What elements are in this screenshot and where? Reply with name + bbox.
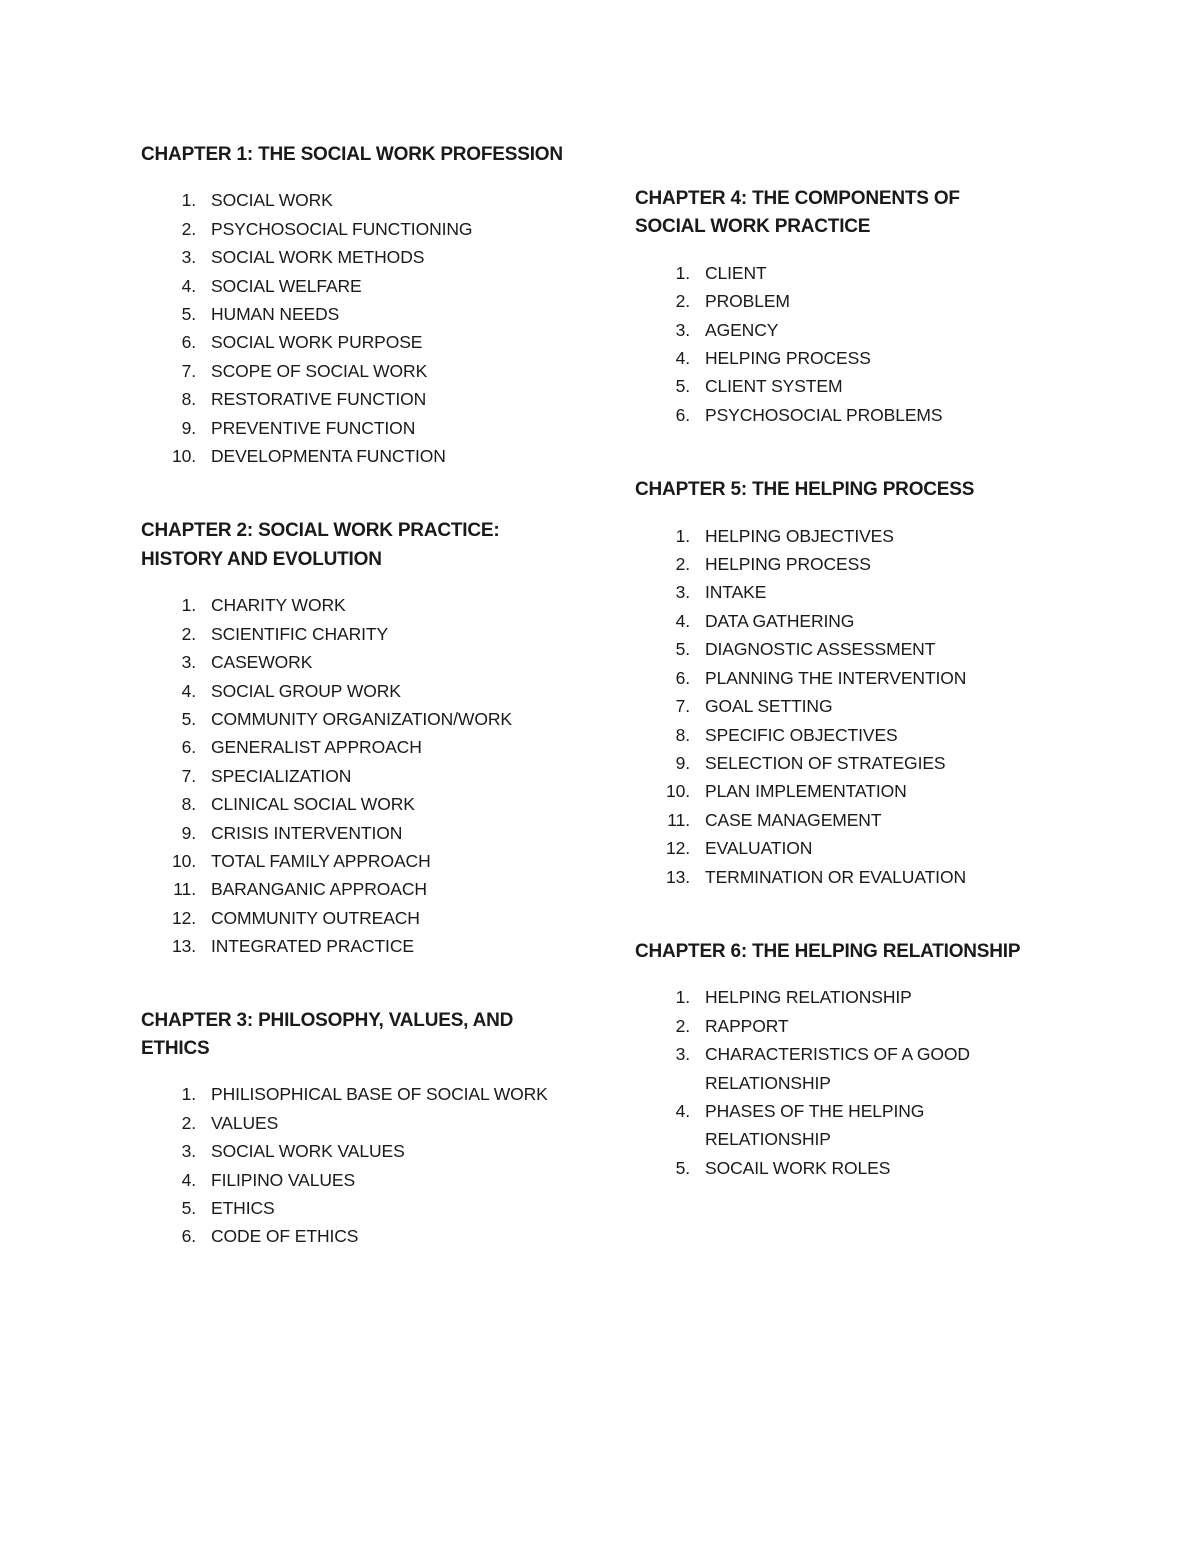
item-label: SOCIAL WORK PURPOSE bbox=[211, 332, 423, 353]
chapter-title: CHAPTER 6: THE HELPING RELATIONSHIP bbox=[635, 940, 1021, 962]
item-label: INTAKE bbox=[705, 582, 767, 603]
list-item bbox=[141, 243, 581, 271]
item-number: 3. bbox=[675, 582, 690, 603]
item-label: TOTAL FAMILY APPROACH bbox=[211, 850, 431, 871]
item-label: CODE OF ETHICS bbox=[211, 1226, 359, 1247]
item-number: 2. bbox=[181, 1112, 196, 1133]
item-number: 10. bbox=[171, 850, 196, 871]
list-item bbox=[635, 287, 1075, 315]
item-label: HELPING OBJECTIVES bbox=[705, 525, 894, 546]
item-label: BARANGANIC APPROACH bbox=[211, 879, 427, 900]
list-item bbox=[141, 875, 581, 903]
item-number: 11. bbox=[667, 809, 690, 830]
item-number: 1. bbox=[675, 987, 690, 1008]
list-item bbox=[141, 385, 581, 413]
chapter-title: CHAPTER 1: THE SOCIAL WORK PROFESSION bbox=[141, 144, 563, 165]
list-item bbox=[141, 1109, 581, 1137]
item-label: SCOPE OF SOCIAL WORK bbox=[211, 360, 428, 381]
item-label: CLINICAL SOCIAL WORK bbox=[211, 794, 415, 815]
left-column bbox=[141, 141, 581, 1251]
item-number: 6. bbox=[181, 737, 196, 758]
list-item bbox=[635, 522, 1075, 550]
item-label: PSYCHOSOCIAL PROBLEMS bbox=[705, 404, 943, 425]
item-label: INTEGRATED PRACTICE bbox=[211, 936, 414, 957]
item-number: 5. bbox=[181, 1198, 196, 1218]
item-label: PLAN IMPLEMENTATION bbox=[705, 781, 907, 802]
item-number: 3. bbox=[181, 652, 196, 673]
item-number: 1. bbox=[181, 190, 196, 211]
list-item bbox=[141, 1194, 581, 1222]
item-label: PSYCHOSOCIAL FUNCTIONING bbox=[211, 218, 473, 239]
item-number: 4. bbox=[181, 275, 196, 296]
item-label: SOCAIL WORK ROLES bbox=[705, 1157, 891, 1178]
item-number: 5. bbox=[675, 1157, 690, 1178]
item-label: SOCIAL GROUP WORK bbox=[211, 680, 401, 701]
item-label: CLIENT bbox=[705, 262, 767, 283]
item-number: 10. bbox=[171, 446, 196, 467]
item-number: 2. bbox=[181, 218, 196, 239]
item-label: DEVELOPMENTA FUNCTION bbox=[211, 446, 446, 467]
list-item bbox=[635, 983, 1015, 1011]
item-label: SOCIAL WORK VALUES bbox=[211, 1141, 405, 1162]
item-number: 2. bbox=[675, 291, 690, 312]
right-column bbox=[635, 185, 1075, 1182]
item-label: HELPING RELATIONSHIP bbox=[705, 987, 912, 1008]
list-item bbox=[141, 1080, 581, 1108]
item-label: HUMAN NEEDS bbox=[211, 304, 340, 325]
list-item bbox=[635, 578, 1075, 606]
item-number: 3. bbox=[181, 247, 196, 268]
list-item bbox=[635, 607, 1075, 635]
item-number: 3. bbox=[675, 1044, 690, 1065]
item-number: 3. bbox=[675, 319, 690, 340]
list-item bbox=[141, 1166, 581, 1194]
list-item bbox=[635, 635, 1075, 663]
item-number: 4. bbox=[181, 680, 196, 701]
item-number: 8. bbox=[181, 389, 196, 410]
chapter-item-list bbox=[635, 259, 1075, 429]
chapter-title: CHAPTER 3: PHILOSOPHY, VALUES, AND ETHICS bbox=[141, 1009, 514, 1059]
chapter-5 bbox=[635, 476, 1075, 891]
item-label: CRISIS INTERVENTION bbox=[211, 822, 403, 843]
list-item bbox=[141, 300, 581, 328]
list-item bbox=[635, 834, 1075, 862]
item-number: 3. bbox=[181, 1141, 196, 1162]
list-item bbox=[141, 272, 581, 300]
list-item bbox=[635, 721, 1075, 749]
item-number: 4. bbox=[675, 610, 690, 631]
item-label: FILIPINO VALUES bbox=[211, 1169, 356, 1190]
list-item bbox=[141, 677, 581, 705]
item-number: 2. bbox=[181, 623, 196, 644]
list-item bbox=[635, 749, 1075, 777]
item-number: 9. bbox=[675, 752, 690, 773]
item-label: SOCIAL WELFARE bbox=[211, 275, 362, 296]
item-number: 7. bbox=[181, 360, 196, 381]
list-item bbox=[141, 186, 581, 214]
list-item bbox=[635, 664, 1075, 692]
item-number: 5. bbox=[181, 708, 196, 729]
item-number: 4. bbox=[675, 348, 690, 369]
item-label: CASE MANAGEMENT bbox=[705, 809, 882, 830]
list-item bbox=[141, 762, 581, 790]
list-item bbox=[635, 777, 1075, 805]
item-label: DATA GATHERING bbox=[705, 610, 855, 631]
item-number: 8. bbox=[675, 724, 690, 745]
item-label: SCIENTIFIC CHARITY bbox=[211, 623, 389, 644]
item-number: 6. bbox=[675, 404, 690, 425]
list-item bbox=[635, 1040, 1015, 1097]
item-label: AGENCY bbox=[705, 319, 779, 340]
list-item bbox=[141, 591, 581, 619]
list-item bbox=[635, 316, 1075, 344]
item-label: SPECIFIC OBJECTIVES bbox=[705, 724, 898, 745]
chapter-item-list bbox=[635, 522, 1075, 891]
list-item bbox=[141, 819, 581, 847]
chapter-6 bbox=[635, 938, 1075, 1182]
item-number: 2. bbox=[675, 554, 690, 575]
chapter-item-list bbox=[141, 186, 581, 470]
item-label: HELPING PROCESS bbox=[705, 554, 871, 575]
list-item bbox=[635, 1154, 1015, 1182]
item-number: 9. bbox=[181, 417, 196, 438]
list-item bbox=[141, 733, 581, 761]
item-number: 2. bbox=[675, 1015, 690, 1036]
list-item bbox=[635, 259, 1075, 287]
item-label: SOCIAL WORK METHODS bbox=[211, 247, 425, 268]
list-item bbox=[141, 357, 581, 385]
item-number: 1. bbox=[181, 1084, 196, 1105]
chapter-item-list bbox=[635, 983, 1015, 1182]
list-item bbox=[141, 705, 581, 733]
item-number: 6. bbox=[181, 1226, 196, 1247]
list-item bbox=[141, 328, 581, 356]
list-item bbox=[141, 847, 581, 875]
item-number: 4. bbox=[181, 1169, 196, 1190]
item-label: GOAL SETTING bbox=[705, 696, 833, 717]
item-label: DIAGNOSTIC ASSESSMENT bbox=[705, 639, 936, 660]
list-item bbox=[141, 620, 581, 648]
item-number: 11. bbox=[173, 879, 196, 900]
item-label: PHILISOPHICAL BASE OF SOCIAL WORK bbox=[211, 1084, 548, 1105]
item-number: 13. bbox=[665, 866, 690, 887]
item-number: 5. bbox=[675, 639, 690, 660]
item-label: EVALUATION bbox=[705, 838, 813, 859]
item-number: 10. bbox=[665, 781, 690, 802]
list-item bbox=[141, 442, 581, 470]
list-item bbox=[141, 790, 581, 818]
list-item bbox=[141, 414, 581, 442]
list-item bbox=[141, 648, 581, 676]
item-number: 9. bbox=[181, 822, 196, 843]
chapter-2 bbox=[141, 517, 581, 960]
item-label: CASEWORK bbox=[211, 652, 313, 673]
item-label: PLANNING THE INTERVENTION bbox=[705, 667, 967, 688]
item-number: 1. bbox=[675, 262, 690, 283]
list-item bbox=[141, 215, 581, 243]
item-number: 6. bbox=[181, 332, 196, 353]
item-label: CLIENT SYSTEM bbox=[705, 376, 843, 397]
list-item bbox=[635, 863, 1075, 891]
item-label: PREVENTIVE FUNCTION bbox=[211, 417, 416, 438]
item-label: ETHICS bbox=[211, 1198, 275, 1218]
item-number: 7. bbox=[675, 696, 690, 717]
item-number: 5. bbox=[675, 376, 690, 397]
item-label: COMMUNITY OUTREACH bbox=[211, 907, 420, 928]
item-label: HELPING PROCESS bbox=[705, 348, 871, 369]
list-item bbox=[635, 1012, 1015, 1040]
item-number: 13. bbox=[171, 936, 196, 957]
list-item bbox=[635, 344, 1075, 372]
chapter-item-list bbox=[141, 1080, 581, 1250]
item-number: 4. bbox=[675, 1100, 690, 1121]
item-label: SPECIALIZATION bbox=[211, 765, 352, 786]
item-number: 7. bbox=[181, 765, 196, 786]
list-item bbox=[141, 904, 581, 932]
item-label: SOCIAL WORK bbox=[211, 190, 333, 211]
item-label: RAPPORT bbox=[705, 1015, 789, 1036]
item-label: SELECTION OF STRATEGIES bbox=[705, 752, 946, 773]
list-item bbox=[635, 1097, 1015, 1154]
list-item bbox=[635, 692, 1075, 720]
item-number: 8. bbox=[181, 794, 196, 815]
item-number: 1. bbox=[181, 595, 196, 616]
item-label: CHARACTERISTICS OF A GOOD RELATIONSHIP bbox=[705, 1044, 970, 1093]
item-label: GENERALIST APPROACH bbox=[211, 737, 422, 758]
item-number: 1. bbox=[675, 525, 690, 546]
chapter-title: CHAPTER 5: THE HELPING PROCESS bbox=[635, 479, 975, 501]
list-item bbox=[141, 1222, 581, 1250]
list-item bbox=[635, 806, 1075, 834]
chapter-4 bbox=[635, 185, 1075, 429]
item-number: 5. bbox=[181, 304, 196, 325]
item-number: 6. bbox=[675, 667, 690, 688]
chapter-1 bbox=[141, 141, 581, 470]
item-label: PROBLEM bbox=[705, 291, 790, 312]
chapter-3 bbox=[141, 1007, 581, 1251]
item-label: RESTORATIVE FUNCTION bbox=[211, 389, 427, 410]
item-label: CHARITY WORK bbox=[211, 595, 346, 616]
item-label: PHASES OF THE HELPING RELATIONSHIP bbox=[705, 1100, 925, 1150]
list-item bbox=[141, 1137, 581, 1165]
item-number: 12. bbox=[171, 907, 196, 928]
list-item bbox=[635, 372, 1075, 400]
list-item bbox=[635, 550, 1075, 578]
list-item bbox=[635, 401, 1075, 429]
chapter-title: CHAPTER 4: THE COMPONENTS OF SOCIAL WORK PRACTICE bbox=[635, 188, 960, 238]
item-label: VALUES bbox=[211, 1112, 279, 1133]
list-item bbox=[141, 932, 581, 960]
item-label: TERMINATION OR EVALUATION bbox=[705, 866, 966, 887]
item-label: COMMUNITY ORGANIZATION/WORK bbox=[211, 708, 512, 729]
chapter-title: CHAPTER 2: SOCIAL WORK PRACTICE: HISTORY AND EVOLUTION bbox=[141, 520, 500, 570]
item-number: 12. bbox=[665, 838, 690, 859]
chapter-item-list bbox=[141, 591, 581, 960]
